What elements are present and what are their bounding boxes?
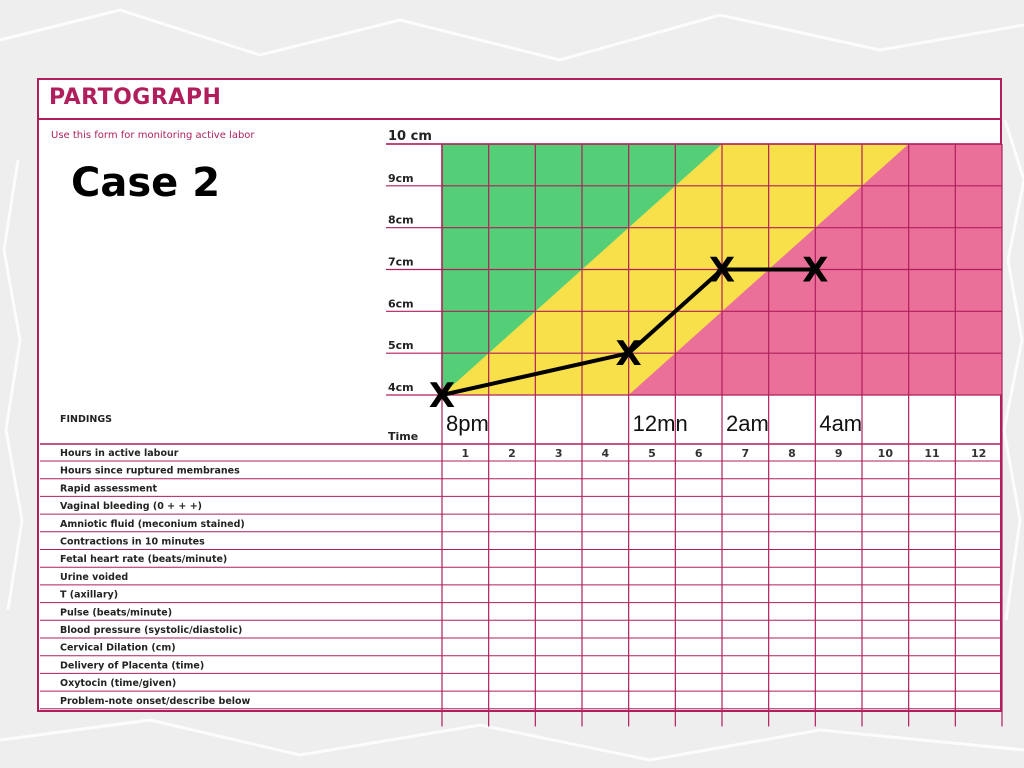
dilation-point: X — [708, 250, 736, 291]
findings-row-label: T (axillary) — [60, 589, 119, 601]
findings-label: FINDINGS — [60, 414, 112, 425]
y-tick-label: 9cm — [388, 171, 414, 185]
findings-row-label: Hours since ruptured membranes — [60, 465, 240, 477]
x-tick-label: 4 — [601, 447, 610, 460]
time-label: 12mn — [632, 411, 688, 436]
findings-rows — [40, 448, 1002, 709]
y-tick-label: 4cm — [388, 381, 414, 394]
findings-row-label: Rapid assessment — [60, 483, 158, 495]
y-tick-label: 8cm — [388, 213, 414, 227]
y-tick-label: 6cm — [388, 297, 414, 311]
dilation-point: X — [802, 250, 829, 291]
x-tick-label: 2 — [508, 447, 516, 460]
dilation-point: X — [428, 376, 456, 416]
findings-row-label: Hours in active labour — [60, 448, 179, 459]
x-tick-label: 8 — [788, 447, 796, 460]
y-tick-label: 7cm — [388, 255, 414, 269]
x-axis-labels — [60, 411, 986, 460]
y-axis-labels — [388, 129, 432, 394]
findings-row-label: Delivery of Placenta (time) — [60, 660, 205, 672]
y-tick-label: 10 cm — [388, 129, 432, 144]
findings-row-label: Urine voided — [60, 571, 129, 583]
x-tick-label: 11 — [924, 447, 940, 460]
form-subtitle: Use this form for monitoring active labor — [51, 130, 255, 141]
x-tick-label: 10 — [877, 447, 893, 460]
time-label: 2am — [726, 411, 769, 436]
findings-row-label: Cervical Dilation (cm) — [60, 642, 176, 654]
findings-row-label: Oxytocin (time/given) — [60, 678, 177, 690]
x-axis-title: Time — [388, 430, 419, 443]
time-label: 4am — [819, 411, 863, 436]
x-tick-label: 12 — [971, 447, 987, 460]
x-tick-label: 5 — [648, 447, 656, 460]
findings-row-label: Blood pressure (systolic/diastolic) — [60, 625, 243, 636]
x-tick-label: 3 — [554, 447, 563, 460]
time-label: 8pm — [446, 411, 489, 436]
dilation-point: X — [615, 334, 642, 375]
x-tick-label: 7 — [741, 447, 750, 460]
findings-row-label: Contractions in 10 minutes — [60, 536, 205, 548]
x-tick-label: 9 — [834, 447, 843, 460]
y-tick-label: 5cm — [388, 339, 414, 353]
findings-row-label: Vaginal bleeding (0 + + +) — [60, 501, 203, 513]
findings-row-label: Amniotic fluid (meconium stained) — [60, 518, 245, 530]
x-tick-label: 6 — [694, 447, 703, 460]
findings-row-label: Problem-note onset/describe below — [60, 695, 251, 707]
findings-row-label: Pulse (beats/minute) — [60, 607, 173, 619]
form-title: PARTOGRAPH — [49, 85, 222, 110]
case-label: Case 2 — [71, 160, 221, 206]
x-tick-label: 1 — [461, 447, 470, 460]
findings-row-label: Fetal heart rate (beats/minute) — [60, 554, 228, 566]
